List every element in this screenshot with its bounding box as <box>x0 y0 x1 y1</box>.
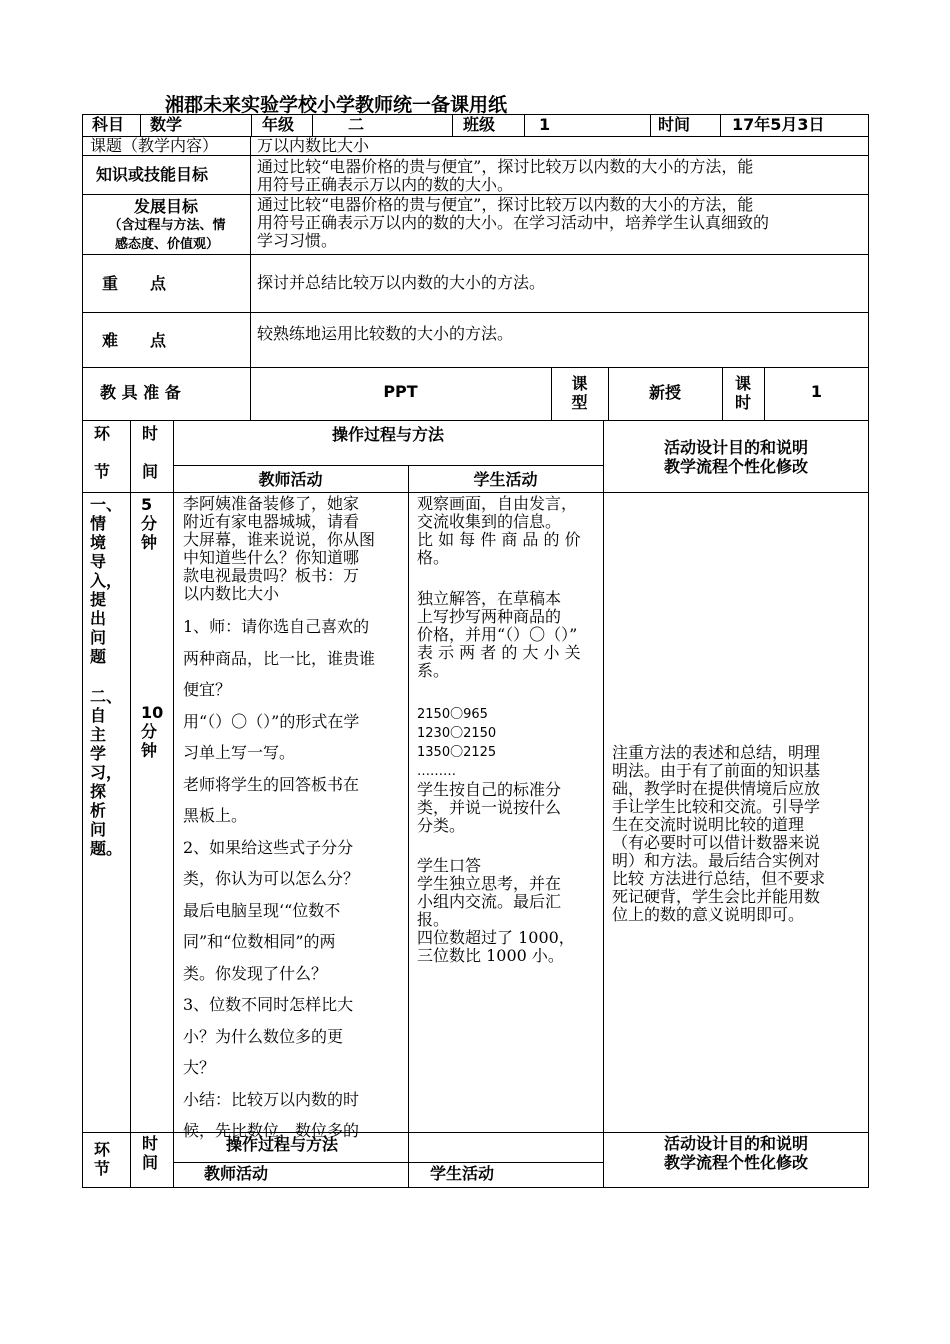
development-sublabel: （含过程与方法、情 感态度、价值观） <box>108 218 226 252</box>
prep-value: PPT <box>383 382 418 401</box>
key-point-value: 探讨并总结比较万以内数的大小的方法。 <box>257 273 546 292</box>
knowledge-label: 知识或技能目标 <box>96 165 209 184</box>
footer-teacher-header: 教师活动 <box>204 1164 269 1183</box>
class-hours-label: 课 时 <box>734 374 751 412</box>
student-activity-header: 学生活动 <box>473 470 538 489</box>
class-label: 班级 <box>463 115 496 134</box>
development-value: 通过比较“电器价格的贵与便宜”，探讨比较万以内数的大小的方法，能 用符号正确表示万以内的数的大小。在学习活动中，培养学生认真细致的 学习习惯。 <box>257 195 770 250</box>
grade-label: 年级 <box>262 115 295 134</box>
time-label: 时间 <box>658 115 691 134</box>
stage-two: 二、 自 主 学 习， 探 析 问 题。 <box>90 687 123 858</box>
class-type-label: 课 型 <box>571 374 588 412</box>
teacher-activity-header: 教师活动 <box>258 470 323 489</box>
class-type-value: 新授 <box>648 383 681 402</box>
footer-process-header: 操作过程与方法 <box>226 1135 339 1154</box>
stage-one: 一、 情 境 导 入， 提 出 问 题 <box>90 495 123 666</box>
difficulty-value: 较熟练地运用比较数的大小的方法。 <box>257 324 514 343</box>
subject-label: 科目 <box>92 115 125 134</box>
student-answer: 学生口答 学生独立思考，并在 小组内交流。最后汇 报。 四位数超过了 1000， 三位数比 1000 小。 <box>417 856 575 965</box>
footer-stage-header: 环 节 <box>94 1140 111 1178</box>
subject-value: 数学 <box>150 115 183 134</box>
teacher-intro: 李阿姨准备装修了，她家 附近有家电器城城，请看 大屏幕，谁来说说，你从图 中知道些什么？你知道哪 款电视最贵吗？板书：万 以内数比大小 <box>183 494 376 603</box>
purpose-text: 注重方法的表述和总结，明理 明法。由于有了前面的知识基 础，教学时在提供情境后应放 手让学生比较和交流。引导学 生在交流时说明比较的道理 （有必要时可以借计数器来说 明）和方法。最后结合实例对 比较 方法进行总结，但不要求 死记硬背，学生会比并能用数 位上的数的意义说明即可。 <box>612 743 826 924</box>
purpose-header: 活动设计目的和说明 教学流程个性化修改 <box>663 438 808 476</box>
grade-value: 二 <box>348 115 365 134</box>
student-solve: 独立解答，在草稿本 上写抄写两种商品的 价格，并用“（）〇（）” 表 示 两 者 的 大 小 关 系。 <box>417 589 581 680</box>
stage-header: 环 节 <box>94 424 111 481</box>
time-header: 时 间 <box>142 424 159 481</box>
student-observe: 观察画面，自由发言， 交流收集到的信息。 比 如 每 件 商 品 的 价 格。 <box>417 494 581 567</box>
time-value: 17年5月3日 <box>732 115 825 134</box>
development-label: 发展目标 <box>133 197 198 216</box>
topic-label: 课题（教学内容） <box>90 136 219 155</box>
footer-student-header: 学生活动 <box>430 1164 495 1183</box>
footer-purpose-header: 活动设计目的和说明 教学流程个性化修改 <box>663 1134 808 1172</box>
process-header: 操作过程与方法 <box>331 425 444 444</box>
key-point-label: 重 点 <box>102 274 167 293</box>
knowledge-value: 通过比较“电器价格的贵与便宜”，探讨比较万以内数的大小的方法，能 用符号正确表示万以内的数的大小。 <box>257 157 754 194</box>
topic-value: 万以内数比大小 <box>257 136 370 155</box>
difficulty-label: 难 点 <box>102 331 167 350</box>
page-title: 湘郡未来实验学校小学教师统一备课用纸 <box>165 94 508 116</box>
student-classify: 学生按自己的标准分 类，并说一说按什么 分类。 <box>417 780 562 835</box>
time-two: 10 分 钟 <box>141 703 164 760</box>
student-comparisons: 2150〇965 1230〇2150 1350〇2125 ……… <box>417 707 497 779</box>
class-hours-value: 1 <box>810 382 823 401</box>
time-one: 5 分 钟 <box>141 495 158 552</box>
footer-time-header: 时 间 <box>142 1134 159 1172</box>
prep-label: 教 具 准 备 <box>100 383 181 402</box>
class-value: 1 <box>539 115 551 134</box>
teacher-main: 1、师：请你选自己喜欢的 两种商品，比一比，谁贵谁 便宜？ 用“（）〇（）”的形式在学 习单上写一写。 老师将学生的回答板书在 黑板上。 2、如果给这些式子分分 类，你认为可以怎么分？ 最后电脑呈现‘“位数不 同”和“位数相同”的两 类。你发现了什么？ 3、位数不同时怎样比大 小？为什么数位多的更 大？ 小结：比较万以内数的时 候，先比数位，数位多的 <box>183 617 376 1140</box>
